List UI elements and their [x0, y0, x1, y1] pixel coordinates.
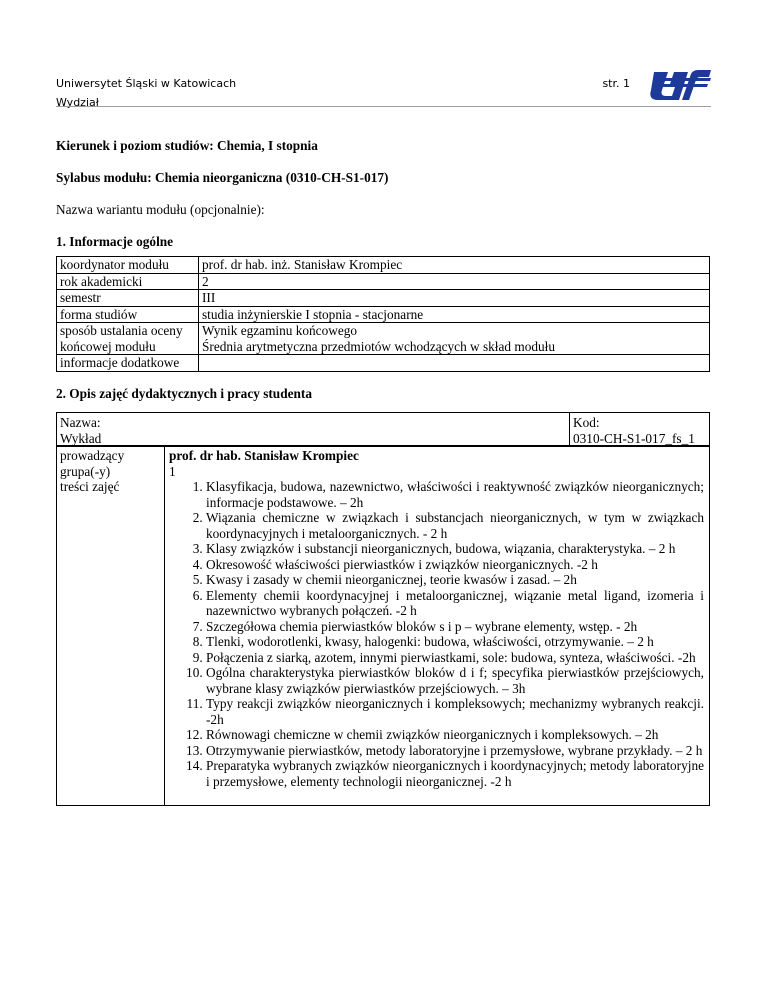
section2-title: 2. Opis zajęć dydaktycznych i pracy studenta [56, 386, 312, 401]
table-row [57, 339, 710, 355]
tresci-label: treści zajęć [60, 479, 120, 494]
group-value: 1 [169, 463, 176, 479]
info-key: informacje dodatkowe [57, 355, 199, 372]
list-item: 13. Otrzymywanie pierwiastków, metody laboratoryjne i przemysłowe, wybrane przykłady. – 2 h [206, 743, 704, 759]
column-divider [164, 447, 165, 805]
course-description-box [56, 412, 710, 806]
nazwa-value: Wykład [60, 430, 102, 446]
list-item: 10. Ogólna charakterystyka pierwiastków bloków d i f; specyfika pierwiastków przejściowych, wybrane klasy związków pierwiastków przejściowych. – 3h [206, 665, 704, 696]
general-info-table [56, 256, 710, 372]
info-key: sposób ustalania oceny [57, 323, 199, 339]
thick-divider [57, 445, 709, 447]
info-value: III [199, 290, 710, 307]
info-value: prof. dr hab. inż. Stanisław Krompiec [199, 257, 710, 274]
table-row [57, 355, 710, 372]
info-key: końcowej modułu [57, 339, 199, 355]
info-value: studia inżynierskie I stopnia - stacjonarne [199, 306, 710, 323]
faculty-name: Wydział [56, 96, 99, 109]
sylabus-title: Sylabus modułu: Chemia nieorganiczna (0310-CH-S1-017) [56, 170, 389, 185]
row-labels [60, 448, 124, 495]
kod-label: Kod: [573, 415, 600, 430]
info-key: semestr [57, 290, 199, 307]
course-content [169, 448, 704, 789]
table-row [57, 290, 710, 307]
list-item: 4. Okresowość właściwości pierwiastków i związków nieorganicznych. -2 h [206, 557, 704, 573]
nazwa-label: Nazwa: [60, 415, 101, 430]
table-row [57, 257, 710, 274]
list-item: 1. Klasyfikacja, budowa, nazewnictwo, właściwości i reaktywność związków nieorganicznych; informacje podstawowe. – 2h [206, 479, 704, 510]
table-row [57, 323, 710, 339]
list-item: 9. Połączenia z siarką, azotem, innymi pierwiastkami, sole: budowa, synteza, właściwości. -2h [206, 650, 704, 666]
university-logo [648, 68, 712, 104]
list-item: 14. Preparatyka wybranych związków nieorganicznych i koordynacyjnych; metody laboratoryjne i przemysłowe, elementy technologii nieorganicznej. -2 h [206, 758, 704, 789]
kierunek-line: Kierunek i poziom studiów: Chemia, I stopnia [56, 138, 318, 153]
list-item: 2. Wiązania chemiczne w związkach i substancjach nieorganicznych, w tym w związkach koordynacyjnych i metaloorganicznych. - 2 h [206, 510, 704, 541]
list-item: 6. Elementy chemii koordynacyjnej i metaloorganicznej, wiązanie metal ligand, izomeria i nazewnictwo wybranych połączeń. -2 h [206, 588, 704, 619]
page-number: str. 1 [602, 77, 630, 90]
info-value [199, 355, 710, 372]
info-key: forma studiów [57, 306, 199, 323]
info-value: 2 [199, 273, 710, 290]
list-item: 3. Klasy związków i substancji nieorganicznych, budowa, wiązania, charakterystyka. – 2 h [206, 541, 704, 557]
nazwa-cell [60, 415, 101, 446]
wariant-line: Nazwa wariantu modułu (opcjonalnie): [56, 202, 265, 217]
university-name: Uniwersytet Śląski w Katowicach [56, 77, 237, 90]
info-value: Średnia arytmetyczna przedmiotów wchodzących w skład modułu [199, 339, 710, 355]
prowadzacy-label: prowadzący [60, 448, 125, 463]
header-rule [56, 106, 711, 107]
list-item: 12. Równowagi chemiczne w chemii związków nieorganicznych i kompleksowych. – 2h [206, 727, 704, 743]
topics-list [169, 479, 704, 789]
section1-title: 1. Informacje ogólne [56, 234, 174, 249]
kod-cell [569, 413, 709, 445]
info-key: rok akademicki [57, 273, 199, 290]
kod-value: 0310-CH-S1-017_fs_1 [573, 430, 695, 446]
info-value: Wynik egzaminu końcowego [199, 323, 710, 339]
list-item: 5. Kwasy i zasady w chemii nieorganicznej, teorie kwasów i zasad. – 2h [206, 572, 704, 588]
table-row [57, 306, 710, 323]
info-key: koordynator modułu [57, 257, 199, 274]
lecturer-name: prof. dr hab. Stanisław Krompiec [169, 448, 359, 463]
list-item: 11. Typy reakcji związków nieorganicznych i kompleksowych; mechanizmy wybranych reakcji. -2h [206, 696, 704, 727]
list-item: 7. Szczegółowa chemia pierwiastków bloków s i p – wybrane elementy, wstęp. - 2h [206, 619, 704, 635]
grupa-label: grupa(-y) [60, 463, 111, 479]
table-row [57, 273, 710, 290]
list-item: 8. Tlenki, wodorotlenki, kwasy, halogenki: budowa, właściwości, otrzymywanie. – 2 h [206, 634, 704, 650]
